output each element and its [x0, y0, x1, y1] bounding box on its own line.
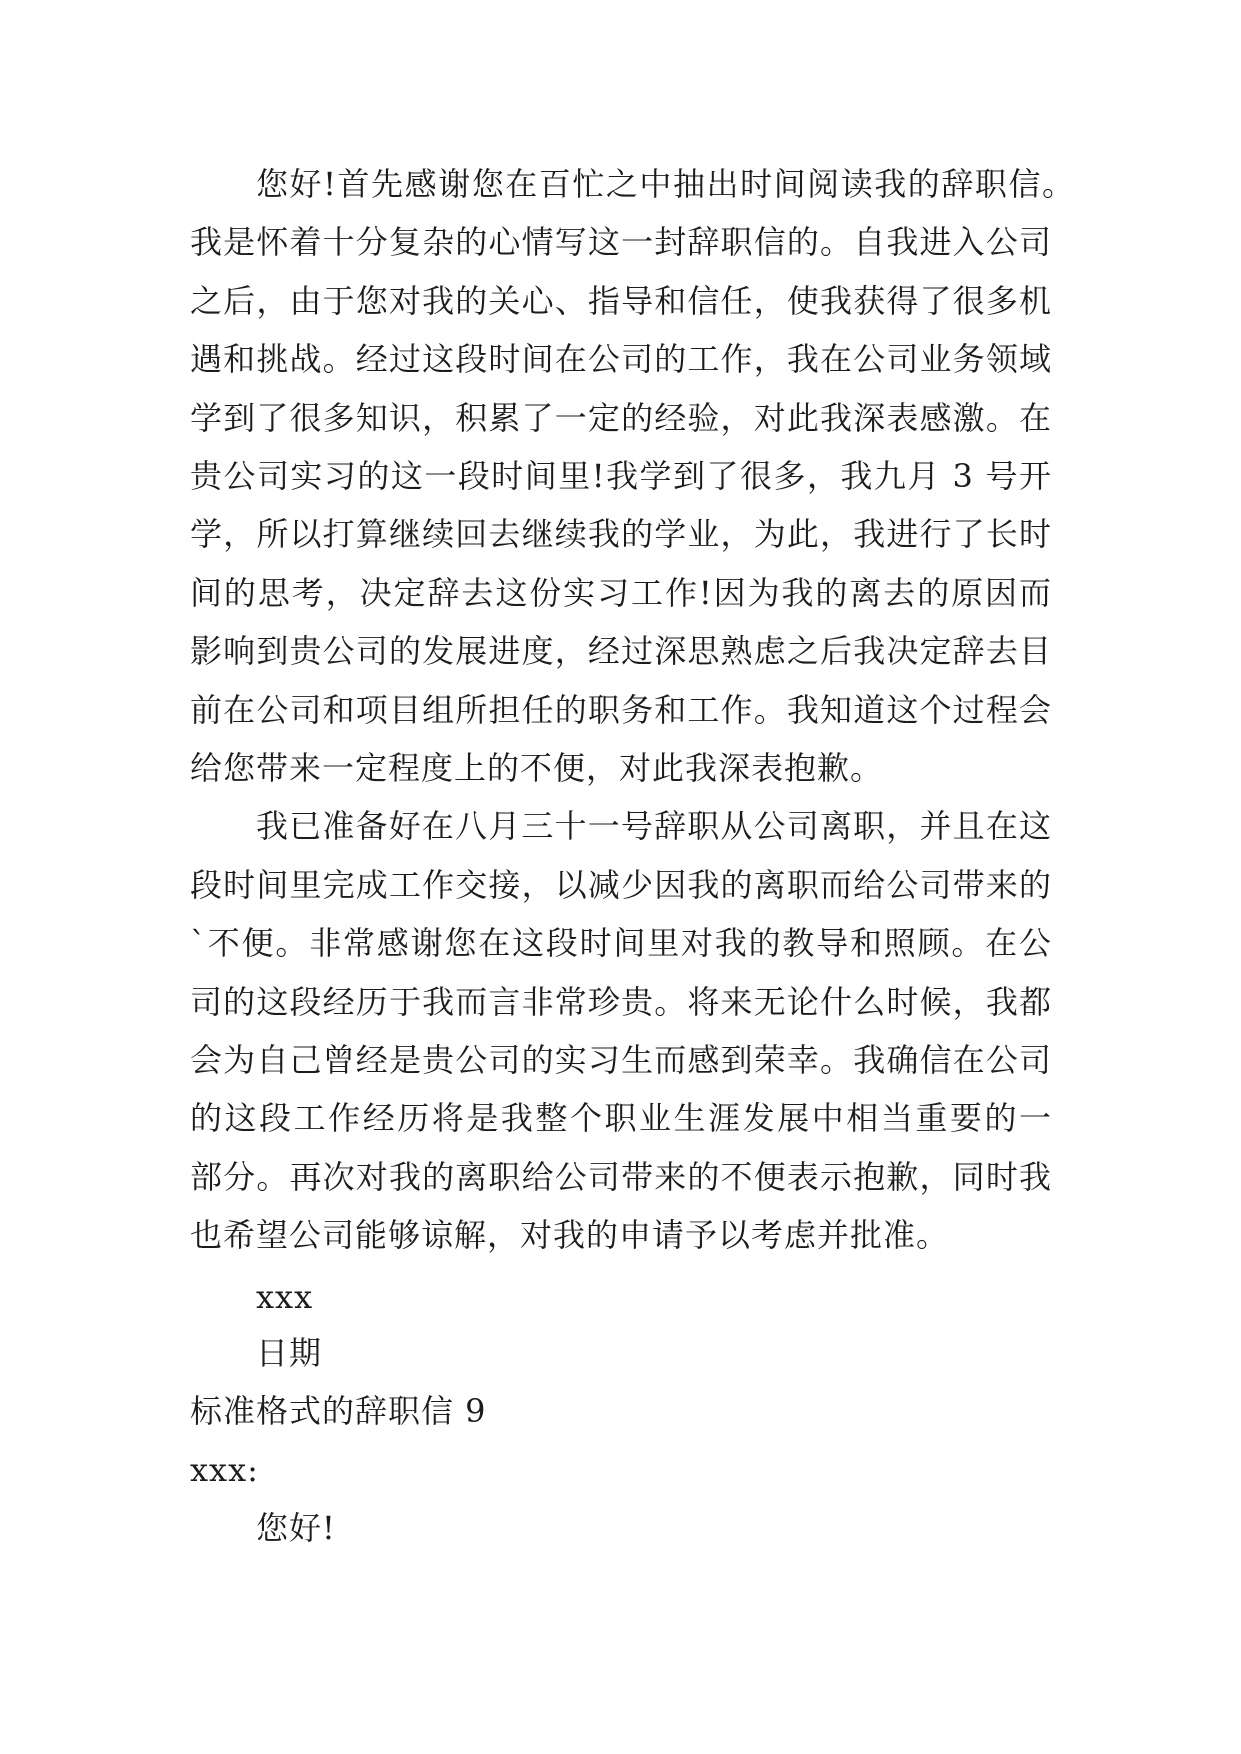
text-line: 段时间里完成工作交接，以减少因我的离职而给公司带来的: [190, 866, 1052, 904]
text-line: 学到了很多知识，积累了一定的经验，对此我深表感激。在: [190, 399, 1052, 437]
text-line: 也希望公司能够谅解，对我的申请予以考虑并批准。: [190, 1216, 950, 1254]
text-line: 给您带来一定程度上的不便，对此我深表抱歉。: [190, 749, 884, 787]
section-title: 标准格式的辞职信 9: [190, 1392, 487, 1430]
text-line: 司的这段经历于我而言非常珍贵。将来无论什么时候，我都: [190, 983, 1052, 1021]
greeting: 您好!: [256, 1509, 336, 1547]
salutation: xxx:: [190, 1451, 259, 1489]
text-line: 影响到贵公司的发展进度，经过深思熟虑之后我决定辞去目: [190, 632, 1052, 670]
text-line: 间的思考，决定辞去这份实习工作!因为我的离去的原因而: [190, 574, 1052, 612]
text-line: 会为自己曾经是贵公司的实习生而感到荣幸。我确信在公司: [190, 1041, 1052, 1079]
text-line: 遇和挑战。经过这段时间在公司的工作，我在公司业务领域: [190, 340, 1052, 378]
text-line: `不便。非常感谢您在这段时间里对我的教导和照顾。在公: [190, 924, 1052, 962]
signature: xxx: [256, 1278, 314, 1316]
text-line: 部分。再次对我的离职给公司带来的不便表示抱歉，同时我: [190, 1158, 1052, 1196]
text-line: 我已准备好在八月三十一号辞职从公司离职，并且在这: [256, 807, 1052, 845]
text-line: 学，所以打算继续回去继续我的学业，为此，我进行了长时: [190, 515, 1052, 553]
text-line: 前在公司和项目组所担任的职务和工作。我知道这个过程会: [190, 691, 1052, 729]
text-line: 我是怀着十分复杂的心情写这一封辞职信的。自我进入公司: [190, 223, 1052, 261]
text-line: 您好!首先感谢您在百忙之中抽出时间阅读我的辞职信。: [256, 165, 1075, 203]
text-line: 之后，由于您对我的关心、指导和信任，使我获得了很多机: [190, 282, 1052, 320]
text-line: 的这段工作经历将是我整个职业生涯发展中相当重要的一: [190, 1099, 1052, 1137]
date-label: 日期: [256, 1334, 323, 1372]
text-line: 贵公司实习的这一段时间里!我学到了很多，我九月 3 号开: [190, 457, 1052, 495]
